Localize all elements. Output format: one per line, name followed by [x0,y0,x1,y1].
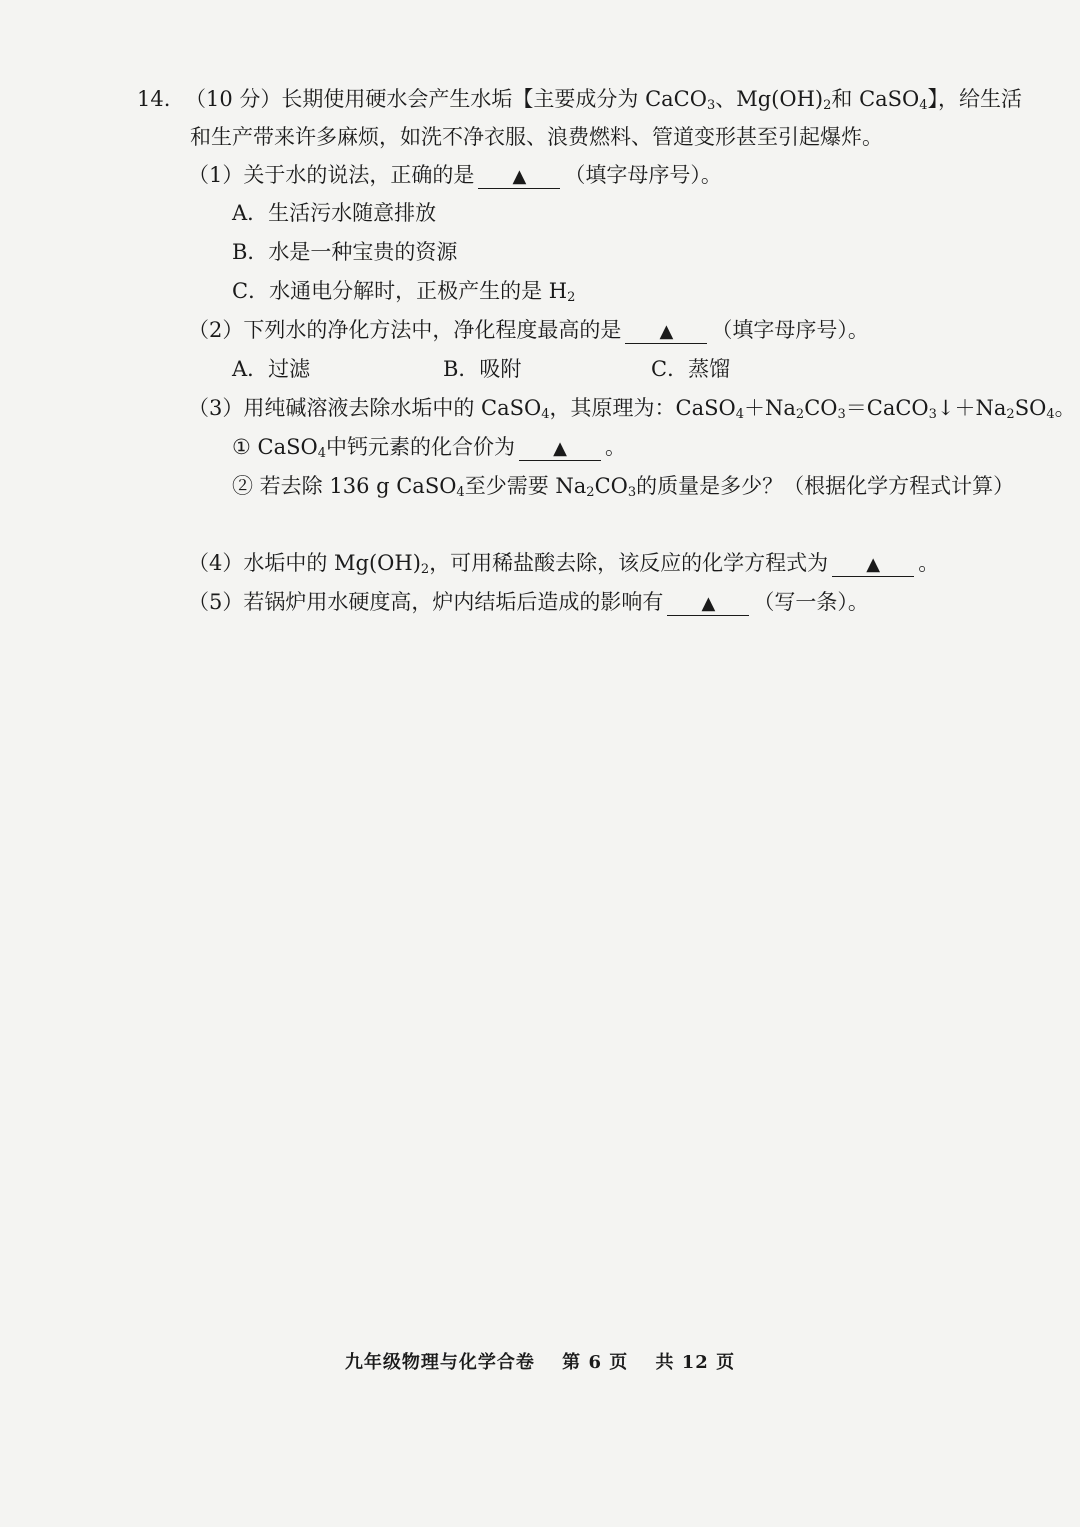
part5-stem: （5）若锅炉用水硬度高，炉内结垢后造成的影响有 ▲ （写一条）。 [188,590,869,614]
part4-stem: （4）水垢中的 $Mg(OH)_2$，可用稀盐酸去除，该反应的化学方程式为 ▲ 。 [188,551,940,577]
part3-stem: （3）用纯碱溶液去除水垢中的 CaSO$_4$，其原理为：$CaSO_4+Na_2CO_3=CaCO_3↓+Na_2SO_4$。 [188,396,1076,422]
part3-subquestion-2: ② 若去除 136 g CaSO$_4$至少需要 $Na_2CO_3$的质量是多少？（根据化学方程式计算） [232,474,1015,500]
triangle-icon: ▲ [701,593,716,614]
question-score: （10 分） [185,87,282,111]
part1-stem: （1）关于水的说法，正确的是 ▲ （填字母序号）。 [188,163,722,187]
footer-title: 九年级物理与化学合卷 [344,1352,535,1373]
triangle-icon: ▲ [512,166,527,187]
footer-total-pages: 共 12 页 [655,1352,736,1373]
part2-answer-blank[interactable] [625,317,707,344]
part3-q1-answer-blank[interactable] [519,434,601,461]
part5-answer-blank[interactable] [667,589,749,616]
part1-answer-blank[interactable] [478,162,560,189]
part1-option-b: B．水是一种宝贵的资源 [232,240,458,264]
question-intro-line2: 和生产带来许多麻烦，如洗不净衣服、浪费燃料、管道变形甚至引起爆炸。 [190,125,883,149]
page-footer [0,1348,1080,1374]
part1-option-c: C．水通电分解时，正极产生的是 $H_2$ [232,279,576,305]
triangle-icon: ▲ [553,438,567,459]
part2-option-a: A．过滤 [232,357,311,381]
part1-option-a: A．生活污水随意排放 [232,201,437,225]
footer-page-number: 第 6 页 [562,1352,629,1373]
part3-subquestion-1: ① CaSO$_4$中钙元素的化合价为 ▲ 。 [232,435,626,461]
question-number: 14. [137,87,171,111]
part2-stem: （2）下列水的净化方法中，净化程度最高的是 ▲ （填字母序号）。 [188,318,869,342]
triangle-icon: ▲ [866,554,881,575]
part2-option-c: C．蒸馏 [651,357,731,381]
question-intro-line1: （10 分）长期使用硬水会产生水垢【主要成分为 CaCO$_3$、$Mg(OH)_2$和 CaSO$_4$】，给生活 [185,87,1023,113]
part2-option-b: B．吸附 [443,357,522,381]
triangle-icon: ▲ [659,321,674,342]
intro-text-a: 长期使用硬水会产生水垢【主要成分为 CaCO [281,87,707,111]
part4-answer-blank[interactable] [832,550,914,577]
